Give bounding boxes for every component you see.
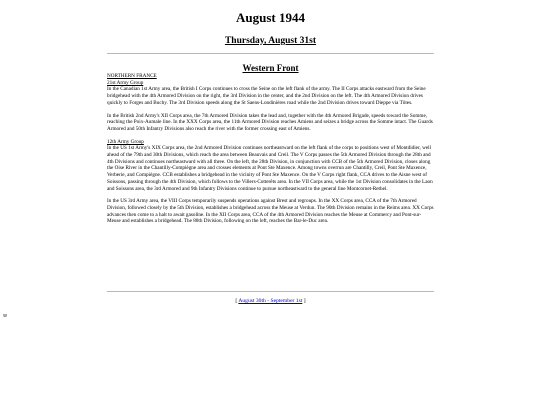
region-heading: NORTHERN FRANCE [107,73,157,79]
top-divider [107,53,434,54]
day-heading: Thursday, August 31st [224,36,317,46]
paragraph-canadian-1st-army: In the Canadian 1st Army area, the British I Corps continues to cross the Seine on the left flank of the army. The II Corps attacks eastward from the Seine bridgehead with the 4th Armored Division on the right, the 3rd Division in the center, and the 2nd Division on the left. The 4th Armored Division drives quickly to Forges and Buchy. The 3rd Division speeds along the St Saens-Londinières road while the 2nd Division drives toward Dieppe via Tôtes. [107,86,426,106]
paragraph-us-1st-army: In the US 1st Army's XIX Corps area, the 2nd Armored Division continues northeastward on the left flank of the corps to positions west of Montdidier, well ahead of the 79th and 30th Divisions, which reach the area between Beauvais and Creil. The V Corps passes the 5th Armored Division through the 28th and 4th Divisions and continues northeastward with all three. On the left, the 28th Division, in conjunction with CCB of the 5th Armored Division, closes along the Oise River in the Chantilly-Compiègne area and crosses elements at Pont Ste Maxence. Among towns overrun are Chantilly, Creil, Pont Ste Maxence, Verberie, and Compiègne. CCB establishes a bridgehead in the vicinity of Pont Ste Maxence. On the V Corps right flank, CCA drives to the Aisne west of Soissons, passing through the 4th Division, which follows to the Villers-Cotterêts area. In the VII Corps area, while the 1st Division consolidates in the Laon and Soissons area, the 3rd Armored and 9th Infantry Divisions continue to pursue northeastward to the general line Montcornet-Rethel. [107,145,433,192]
bottom-divider [107,291,434,292]
paragraph-us-3rd-army: In the US 3rd Army area, the VIII Corps temporarily suspends operations against Brest and regroups. In the XX Corps area, CCA of the 7th Armored Division, followed closely by the 5th Division, establishes a bridgehead across the Meuse at Verdun. The 90th Division remains in the Reims area. XX Corps advances then come to a halt to await gasoline. In the XII Corps area, CCA of the 4th Armored Division reaches the Meuse at Commercy and Pont-sur-Meuse and establishes a bridgehead. The 80th Division, following on the left, reaches the Bar-le-Duc area. [107,198,434,225]
footer-bracket-close: ] [303,298,306,304]
army-group-heading-21st: 21st Army Group [107,79,144,86]
footer-bracket-open: [ [235,298,239,304]
page-title: August 1944 [236,10,305,25]
article-body [107,73,434,231]
prev-next-link[interactable]: August 30th - September 1st [238,298,303,304]
stray-mark: w [3,313,8,319]
section-heading: Western Front [242,63,299,73]
army-group-heading-12th: 12th Army Group [107,138,144,145]
paragraph-british-2nd-army: In the British 2nd Army's XII Corps area, the 7th Armored Division takes the lead and, together with the 4th Armored Brigade, speeds toward the Somme, reaching the Poix-Aumale line. In the XXX Corps area, the 11th Armored Division reaches Amiens and seizes a bridge across the Somme intact. The Guards Armored and 50th Infantry Divisions also reach the river with the former crossing east of Amiens. [107,112,433,132]
footer-nav [107,298,434,305]
